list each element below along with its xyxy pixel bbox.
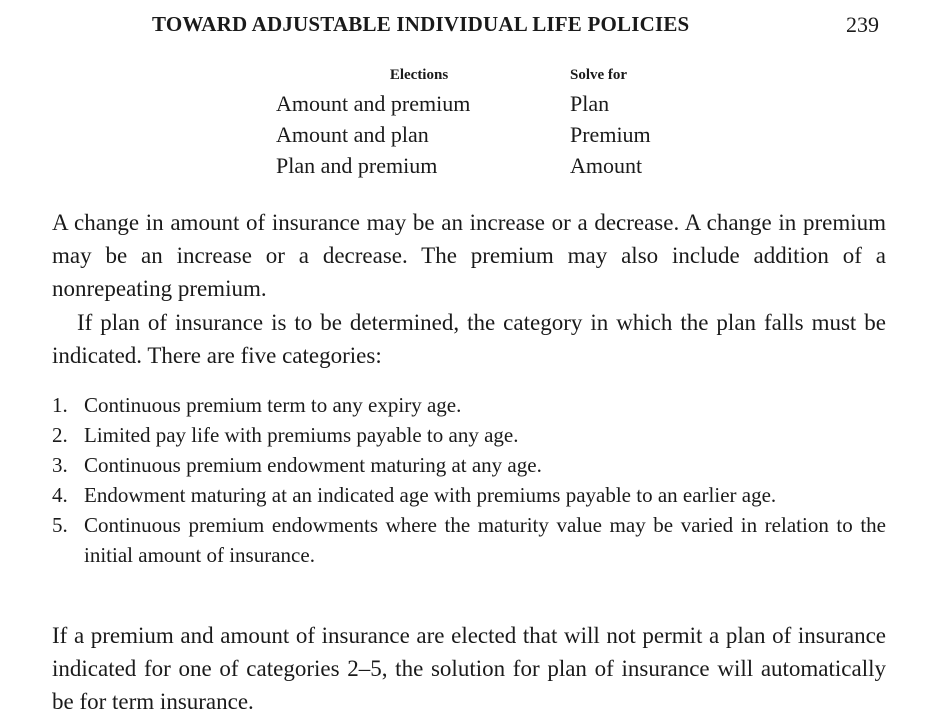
list-item-text: Continuous premium endowment maturing at any age. [84,453,542,477]
list-item [52,420,886,450]
column-header-solve-for: Solve for [570,66,628,83]
page-number: 239 [846,12,879,37]
elections-cell: Plan and premium [276,153,438,178]
list-item [52,480,886,510]
solve-for-cell: Premium [570,122,651,147]
category-list [52,390,886,570]
paragraph-term-insurance: If a premium and amount of insurance are elected that will not permit a plan of insurance indicated for one of categories 2–5, the solution for plan of insurance will automatically be for term insurance. [52,623,886,714]
paragraph-plan-categories: If plan of insurance is to be determined, the category in which the plan falls must be indicated. There are five categories: [52,310,886,368]
list-item [52,450,886,480]
table-row [276,119,710,150]
column-header-elections: Elections [389,66,449,83]
list-item [52,390,886,420]
list-item-number: 3. [52,453,68,477]
list-item-text: Endowment maturing at an indicated age with premiums payable to an earlier age. [84,483,777,507]
solve-for-cell: Plan [570,91,610,116]
table-row [276,88,710,119]
list-item-text: Limited pay life with premiums payable to any age. [84,423,519,447]
list-item-number: 5. [52,513,68,537]
paragraph-change-amount: A change in amount of insurance may be an increase or a decrease. A change in premium may be an increase or a decrease. The premium may also include addition of a nonrepeating premium. [52,210,886,301]
table-row [276,150,710,181]
list-item-number: 4. [52,483,68,507]
table-header-row [276,64,710,88]
list-item-number: 2. [52,423,68,447]
list-item-text: Continuous premium endowments where the maturity value may be varied in relation to the initial amount of insurance. [84,513,886,567]
elections-table [276,64,710,181]
running-head-title: TOWARD ADJUSTABLE INDIVIDUAL LIFE POLICIES [152,12,690,36]
solve-for-cell: Amount [570,153,643,178]
list-item-number: 1. [52,393,68,417]
list-item [52,510,886,570]
elections-cell: Amount and premium [276,91,471,116]
list-item-text: Continuous premium term to any expiry age. [84,393,462,417]
elections-cell: Amount and plan [276,122,429,147]
